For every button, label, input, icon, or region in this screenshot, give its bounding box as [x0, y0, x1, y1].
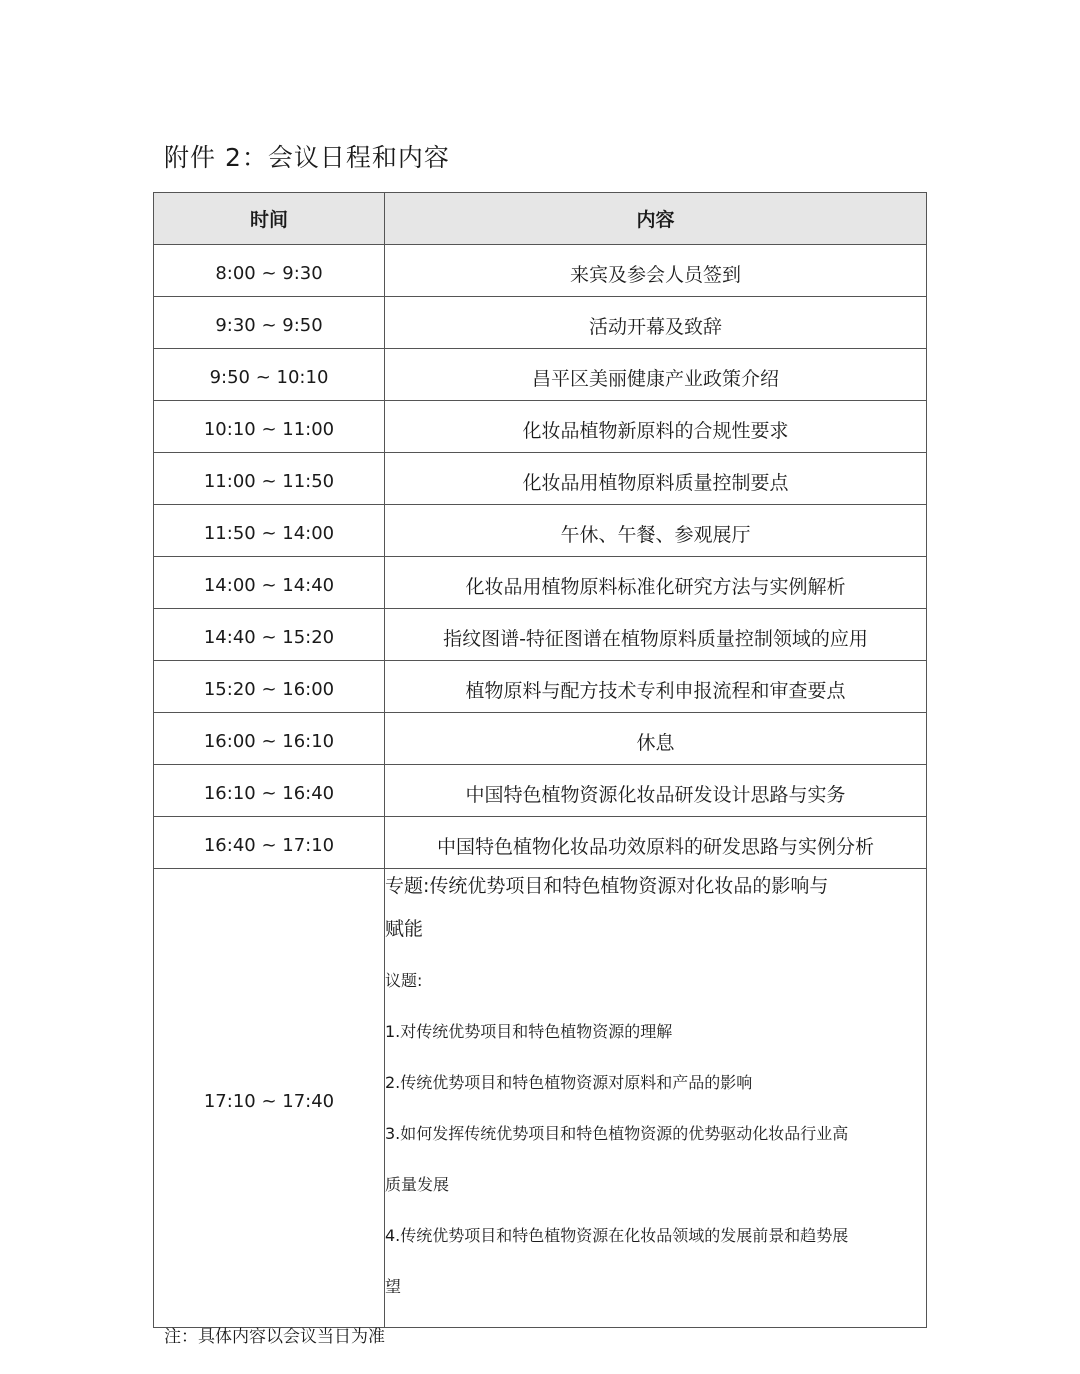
row-time: 16:00 ~ 16:10: [154, 713, 385, 765]
agenda-item: 质量发展: [385, 1175, 450, 1194]
row-content: 植物原料与配方技术专利申报流程和审查要点: [385, 661, 927, 713]
agenda-item: 4.传统优势项目和特色植物资源在化妆品领域的发展前景和趋势展: [385, 1226, 849, 1245]
row-time: 14:00 ~ 14:40: [154, 557, 385, 609]
table-row: [154, 297, 927, 349]
table-row: [154, 713, 927, 765]
table-row: [154, 765, 927, 817]
table-header-row: [154, 193, 927, 245]
row-content: 中国特色植物资源化妆品研发设计思路与实务: [385, 765, 927, 817]
row-time: 15:20 ~ 16:00: [154, 661, 385, 713]
table-row: [154, 505, 927, 557]
agenda-item: 2.传统优势项目和特色植物资源对原料和产品的影响: [385, 1073, 753, 1092]
row-time: 16:40 ~ 17:10: [154, 817, 385, 869]
table-row: [154, 557, 927, 609]
table-row: [154, 661, 927, 713]
row-time: 10:10 ~ 11:00: [154, 401, 385, 453]
row-time: 9:50 ~ 10:10: [154, 349, 385, 401]
agenda-item: 3.如何发挥传统优势项目和特色植物资源的优势驱动化妆品行业高: [385, 1124, 849, 1143]
special-content: [385, 869, 927, 1328]
row-content: 来宾及参会人员签到: [385, 245, 927, 297]
agenda-item: 望: [385, 1277, 402, 1296]
row-content: 昌平区美丽健康产业政策介绍: [385, 349, 927, 401]
row-time: 14:40 ~ 15:20: [154, 609, 385, 661]
header-time: 时间: [154, 193, 385, 245]
agenda-item: 1.对传统优势项目和特色植物资源的理解: [385, 1022, 673, 1041]
row-content: 指纹图谱-特征图谱在植物原料质量控制领域的应用: [385, 609, 927, 661]
row-time: 11:00 ~ 11:50: [154, 453, 385, 505]
special-topic-line2: 赋能: [385, 918, 424, 940]
row-content: 化妆品用植物原料质量控制要点: [385, 453, 927, 505]
footnote: 注：具体内容以会议当日为准: [164, 1327, 385, 1347]
row-time: 16:10 ~ 16:40: [154, 765, 385, 817]
table-row: [154, 349, 927, 401]
row-content: 化妆品用植物原料标准化研究方法与实例解析: [385, 557, 927, 609]
table-row: [154, 453, 927, 505]
agenda-label: 议题:: [385, 971, 423, 990]
row-content: 活动开幕及致辞: [385, 297, 927, 349]
row-content: 休息: [385, 713, 927, 765]
row-content: 化妆品植物新原料的合规性要求: [385, 401, 927, 453]
row-time: 8:00 ~ 9:30: [154, 245, 385, 297]
special-time: 17:10 ~ 17:40: [154, 869, 385, 1328]
page-title: 附件 2：会议日程和内容: [164, 143, 450, 172]
table-row-special: [154, 869, 927, 1328]
special-topic-line1: 专题:传统优势项目和特色植物资源对化妆品的影响与: [385, 875, 829, 897]
row-time: 9:30 ~ 9:50: [154, 297, 385, 349]
row-content: 中国特色植物化妆品功效原料的研发思路与实例分析: [385, 817, 927, 869]
header-content: 内容: [385, 193, 927, 245]
schedule-table: [153, 192, 927, 1328]
row-content: 午休、午餐、参观展厅: [385, 505, 927, 557]
table-row: [154, 609, 927, 661]
table-row: [154, 245, 927, 297]
table-row: [154, 401, 927, 453]
row-time: 11:50 ~ 14:00: [154, 505, 385, 557]
